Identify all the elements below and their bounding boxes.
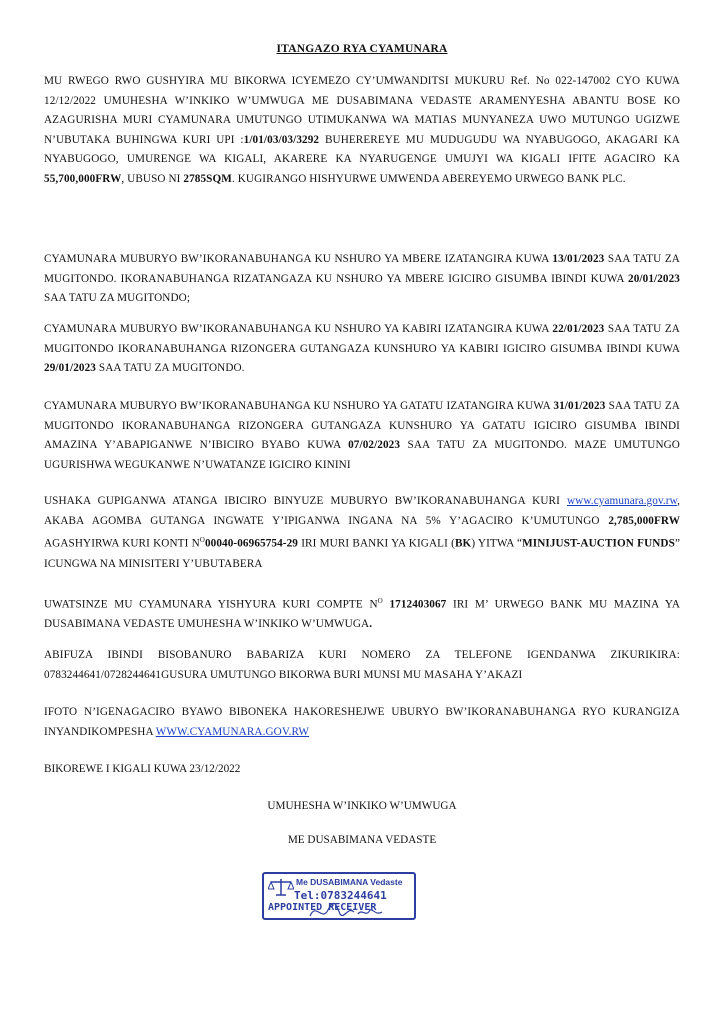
paragraph-payment bbox=[44, 592, 680, 635]
text: BUHEREREYE MU MUDUGUDU WA NYABUGOGO, AKAGARI KA NYABUGOGO, UMURENGE WA KIGALI, AKARERE KA NYARUGENGE UMUJYI WA KIGALI IFITE AGACIRO KA bbox=[44, 133, 680, 166]
account-name: MINIJUST-AUCTION FUNDS bbox=[522, 537, 675, 550]
paragraph-bidding-deposit bbox=[44, 492, 680, 574]
text: ” ICUNGWA NA MINISITERI Y’UBUTABERA bbox=[44, 537, 681, 570]
superscript: O bbox=[199, 536, 205, 545]
superscript: O bbox=[377, 597, 383, 605]
cyamunara-link[interactable]: www.cyamunara.gov.rw bbox=[566, 495, 678, 507]
date: 29/01/2023 bbox=[44, 362, 96, 375]
text: SAA TATU ZA MUGITONDO. IKORANABUHANGA RIZATANGAZA KU NSHURO YA MBERE IGICIRO GISUMBA IBINDI KUWA bbox=[44, 253, 680, 285]
date: 31/01/2023 bbox=[553, 400, 606, 412]
text: MU RWEGO RWO GUSHYIRA MU BIKORWA ICYEMEZO CY’UMWANDITSI MUKURU Ref. No 022-147002 CYO KUWA 12/12/2022 UMUHESHA W’INKIKO W’UMWUGA ME DUSABIMANA VEDASTE ARAMENYESHA ABANTU BOSE KO AZAGURISHA MURI CYAMUNARA UMUTUNGO UTIMUKANWA WA MATIAS MUNYANEZA UWO MUTUNGO UGIZWE N’UBUTAKA BUHINGWA KURI UPI : bbox=[44, 75, 680, 146]
paragraph-third-round bbox=[44, 397, 680, 475]
paragraph-first-round bbox=[44, 250, 680, 309]
deposit-amount: 2,785,000FRW bbox=[608, 514, 680, 527]
stamp-name: Me DUSABIMANA Vedaste bbox=[296, 877, 403, 887]
signatory-name: ME DUSABIMANA VEDASTE bbox=[287, 834, 437, 846]
date: 22/01/2023 bbox=[552, 323, 605, 335]
text: SAA TATU ZA MUGITONDO. bbox=[95, 362, 245, 375]
text: ABIFUZA IBINDI BISOBANURO BABARIZA KURI NOMERO ZA TELEFONE IGENDANWA ZIKURIKIRA: 0783244641/0728244641GUSURA UMUTUNGO BIKORWA BURI MUNSI MU MASAHA Y’AKAZI bbox=[44, 649, 680, 681]
text: , UBUSO NI bbox=[121, 172, 184, 185]
text: , AKABA AGOMBA GUTANGA INGWATE Y’IPIGANWA INGANA NA 5% Y’AGACIRO K’UMUTUNGO bbox=[44, 495, 680, 527]
text: IRI M’ URWEGO BANK MU MAZINA YA DUSABIMANA VEDASTE UMUHESHA W’INKIKO W’UMWUGA bbox=[44, 598, 680, 631]
place-and-date: BIKOREWE I KIGALI KUWA 23/12/2022 bbox=[44, 763, 241, 775]
text: IRI MURI BANKI YA KIGALI ( bbox=[298, 537, 455, 550]
paragraph-contact bbox=[44, 646, 680, 685]
text: CYAMUNARA MUBURYO BW’IKORANABUHANGA KU NSHURO YA MBERE IZATANGIRA KUWA bbox=[44, 253, 553, 265]
handwritten-signature bbox=[306, 898, 386, 924]
text: . bbox=[369, 618, 373, 631]
text: AGASHYIRWA KURI KONTI N bbox=[44, 537, 200, 550]
compte-number: 1712403067 bbox=[382, 598, 447, 611]
property-value: 55,700,000FRW bbox=[44, 172, 122, 185]
upi-number: 1/01/03/03/3292 bbox=[243, 133, 320, 146]
text: UWATSINZE MU CYAMUNARA YISHYURA KURI COMPTE N bbox=[44, 598, 378, 611]
date: 07/02/2023 bbox=[348, 439, 401, 452]
bank-code: BK bbox=[454, 537, 472, 550]
text: SAA TATU ZA MUGITONDO IKORANABUHANGA RIZONGERA GUTANGAZA KUNSHURO YA GATATU IGICIRO GISUMBA IBINDI AMAZINA Y’ABAPIGANWE N’IBICIRO BYABO KUWA bbox=[44, 400, 680, 452]
text: CYAMUNARA MUBURYO BW’IKORANABUHANGA KU NSHURO YA KABIRI IZATANGIRA KUWA bbox=[44, 323, 553, 335]
date: 20/01/2023 bbox=[628, 272, 680, 285]
paragraph-second-round bbox=[44, 320, 680, 379]
date: 13/01/2023 bbox=[552, 253, 605, 265]
text: CYAMUNARA MUBURYO BW’IKORANABUHANGA KU NSHURO YA GATATU IZATANGIRA KUWA bbox=[44, 400, 554, 412]
paragraph-auction-notice bbox=[44, 72, 680, 190]
signatory-title: UMUHESHA W’INKIKO W’UMWUGA bbox=[267, 800, 457, 812]
text: SAA TATU ZA MUGITONDO IKORANABUHANGA RIZONGERA GUTANGAZA KUNSHURO YA KABIRI IGICIRO GISUMBA IBINDI KUWA bbox=[44, 323, 680, 355]
document-title: ITANGAZO RYA CYAMUNARA bbox=[276, 43, 448, 55]
account-number: 00040-06965754-29 bbox=[204, 537, 298, 550]
text: SAA TATU ZA MUGITONDO; bbox=[44, 292, 191, 305]
text: SAA TATU ZA MUGITONDO. MAZE UMUTUNGO UGURISHWA WEGUKANWE N’UWATANZE IGICIRO KININI bbox=[44, 439, 680, 471]
cyamunara-link-uppercase[interactable]: WWW.CYAMUNARA.GOV.RW bbox=[155, 725, 310, 738]
text: USHAKA GUPIGANWA ATANGA IBICIRO BINYUZE MUBURYO BW’IKORANABUHANGA KURI bbox=[44, 495, 567, 507]
stamp-role: APPOINTED RECEIVER bbox=[268, 902, 377, 913]
text: IFOTO N’IGENAGACIRO BYAWO BIBONEKA HAKORESHEJWE UBURYO BW’IKORANABUHANGA RYO KURANGIZA INYANDIKOMPESHA bbox=[44, 706, 680, 738]
official-stamp bbox=[262, 872, 414, 918]
text: . KUGIRANGO HISHYURWE UMWENDA ABEREYEMO URWEGO BANK PLC. bbox=[231, 172, 626, 185]
scales-of-justice-icon bbox=[268, 877, 294, 897]
text: ) YITWA “ bbox=[471, 537, 523, 550]
property-area: 2785SQM bbox=[183, 172, 232, 185]
stamp-telephone: Tel:0783244641 bbox=[294, 889, 387, 902]
paragraph-photos bbox=[44, 703, 680, 742]
